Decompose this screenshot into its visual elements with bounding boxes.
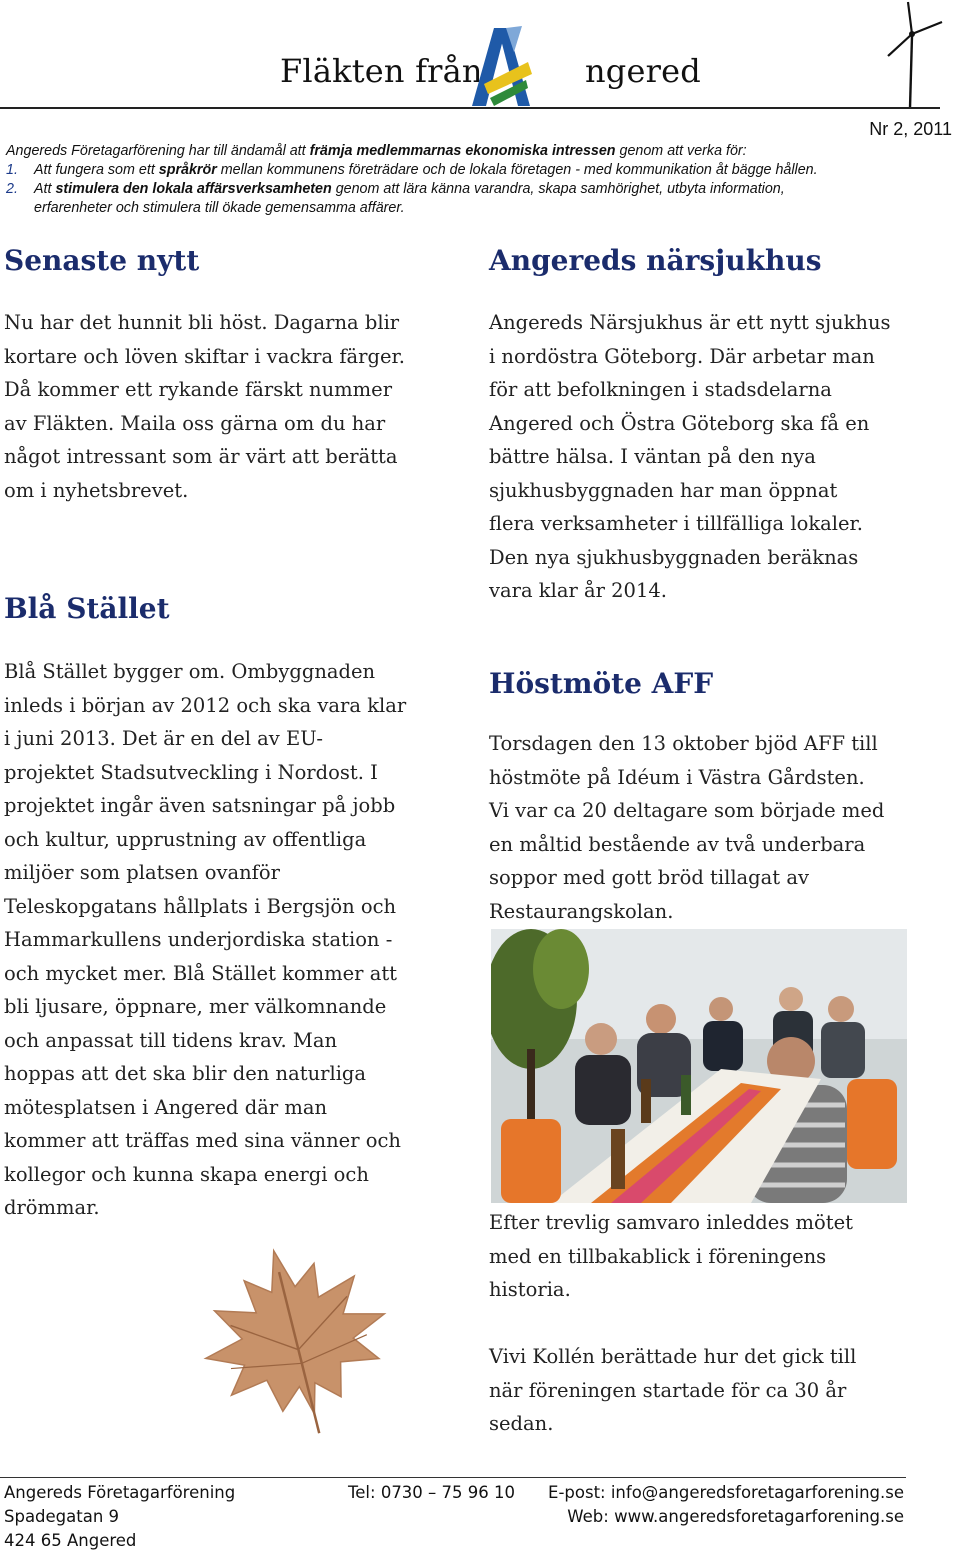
text-line: kommer att träffas med sina vänner och [4,1129,401,1152]
article-body [4,655,444,1225]
masthead-title [280,52,701,90]
purpose-intro-emphasis: främja medlemmarnas ekonomiska intressen [309,143,616,159]
text-line: Då kommer ett rykande färskt nummer [4,378,393,401]
text-line: och anpassat till tidens krav. Man [4,1028,338,1052]
meeting-dinner-photo [491,929,907,1203]
text-line: Angered och Östra Göteborg ska få en [489,411,870,435]
purpose-item-2-text: Att [34,181,56,197]
text-line: och kultur, upprustning av offentliga [4,827,367,851]
purpose-intro-text: Angereds Företagarförening har till ändamål att [6,143,310,159]
purpose-item-2-continued: erfarenheter och stimulera till ökade gemensamma affärer. [34,200,405,216]
wind-turbine-icon [886,0,946,110]
purpose-item-2 [6,180,946,199]
text-line: Torsdagen den 13 oktober bjöd AFF till [489,732,878,755]
text-line: om i nyhetsbrevet. [4,478,189,502]
text-line: något intressant som är värt att berätta [4,445,398,468]
masthead-part2: ngered [585,52,701,90]
article-closing [489,1340,909,1441]
photo-illustration [491,929,907,1203]
footer-city: 424 65 Angered [4,1531,137,1550]
text-line: sjukhusbyggnaden har man öppnat [489,478,838,502]
issue-number: Nr 2, 2011 [869,119,952,139]
text-line: Vivi Kollén berättade hur det gick till [489,1345,857,1368]
article-senaste-nytt [4,244,444,277]
purpose-item-1-emphasis: språkrör [158,162,217,178]
text-line: Teleskopgatans hållplats i Bergsjön och [4,894,397,918]
text-line: kollegor och kunna skapa energi och [4,1162,369,1186]
article-bla-stallet [4,592,444,625]
text-line: Hammarkullens underjordiska station - [4,928,393,951]
text-line: med en tillbakablick i föreningens [489,1244,827,1268]
text-line: när föreningen startade för ca 30 år [489,1378,847,1402]
text-line: inleds i början av 2012 och ska vara klar [4,693,407,717]
text-line: i juni 2013. Det är en del av EU- [4,727,323,750]
text-line: soppor med gott bröd tillagat av [489,866,809,889]
text-line: Blå Stället bygger om. Ombyggnaden [4,660,376,683]
purpose-item-1-text: Att fungera som ett [34,162,159,178]
text-line: en måltid bestående av två underbara [489,832,866,856]
text-line: bli ljusare, öppnare, mer välkomnande [4,995,387,1018]
text-line: hoppas att det ska blir den naturliga [4,1062,367,1085]
purpose-item-2-number: 2. [6,181,18,197]
footer-org: Angereds Företagarförening [4,1483,236,1502]
text-line: vara klar år 2014. [489,579,667,602]
text-line: projektet ingår även satsningar på jobb [4,794,396,817]
text-line: av Fläkten. Maila oss gärna om du har [4,411,386,435]
footer-street: Spadegatan 9 [4,1507,120,1526]
footer-email[interactable]: E-post: info@angeredsforetagarforening.se [548,1483,904,1502]
purpose-item-2-tail: genom att lära känna varandra, skapa samhörighet, utbyta information, [331,181,785,197]
text-line: Angereds Närsjukhus är ett nytt sjukhus [489,311,891,334]
photo-caption [489,1206,909,1307]
text-line: drömmar. [4,1196,100,1219]
purpose-item-1-tail: mellan kommunens företrädare och de lokala företagen - med kommunikation åt bägge hållen. [216,162,818,178]
article-narsjukhus [489,244,909,277]
text-line: och mycket mer. Blå Stället kommer att [4,961,397,985]
association-purpose [6,142,946,218]
article-hostmote [489,667,909,700]
text-line: sedan. [489,1412,554,1435]
article-title: Senaste nytt [4,244,200,277]
text-line: historia. [489,1278,571,1301]
text-line: för att befolkningen i stadsdelarna [489,378,832,401]
text-line: Restaurangskolan. [489,899,674,923]
text-line: Nu har det hunnit bli höst. Dagarna blir [4,311,400,334]
article-body [4,306,444,507]
purpose-item-1-number: 1. [6,162,18,178]
text-line: projektet Stadsutveckling i Nordost. I [4,760,378,784]
text-line: i nordöstra Göteborg. Där arbetar man [489,344,875,368]
text-line: kortare och löven skiftar i vackra färger. [4,344,405,368]
footer-web[interactable]: Web: www.angeredsforetagarforening.se [567,1507,904,1526]
text-line: flera verksamheter i tillfälliga lokaler. [489,512,863,535]
text-line: Den nya sjukhusbyggnaden beräknas [489,545,859,569]
article-body [489,306,909,608]
article-title: Blå Stället [4,592,170,625]
masthead-part1: Fläkten från [280,52,483,90]
purpose-intro [6,142,946,161]
angered-logo-icon [468,22,540,106]
text-line: bättre hälsa. I väntan på den nya [489,445,816,468]
article-body [489,727,909,928]
footer-rule [0,1477,906,1478]
text-line: Efter trevlig samvaro inleddes mötet [489,1211,853,1234]
article-title: Höstmöte AFF [489,667,714,700]
text-line: höstmöte på Idéum i Västra Gårdsten. [489,765,865,789]
header-rule [0,107,940,109]
article-title: Angereds närsjukhus [489,244,822,277]
purpose-item-2-emphasis: stimulera den lokala affärsverksamheten [55,181,332,197]
text-line: miljöer som platsen ovanför [4,861,280,884]
purpose-item-1 [6,161,946,180]
autumn-leaf-icon [196,1240,396,1440]
text-line: Vi var ca 20 deltagare som började med [489,799,885,822]
text-line: mötesplatsen i Angered där man [4,1095,328,1119]
footer-phone: Tel: 0730 – 75 96 10 [348,1483,516,1502]
purpose-intro-tail: genom att verka för: [615,143,747,159]
